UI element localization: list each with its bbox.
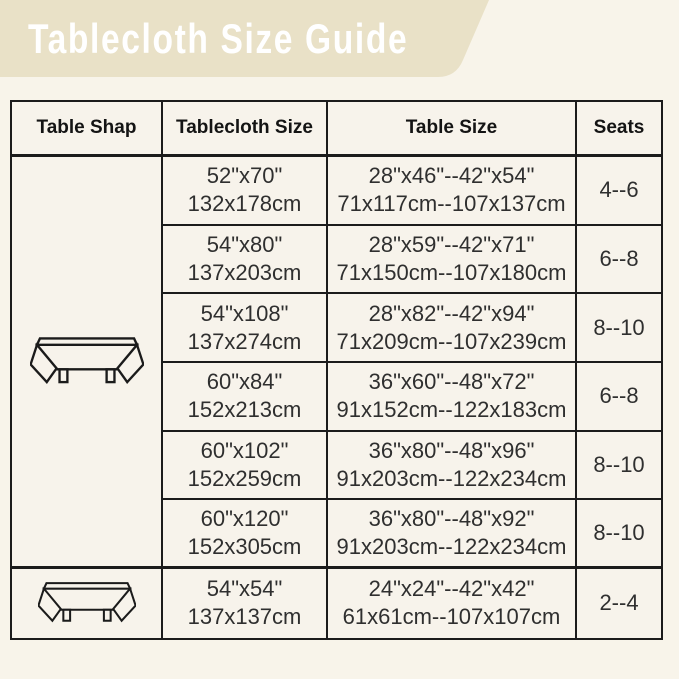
table-row-1-table-size [328,157,577,226]
table-size-cm: 91x203cm--122x234cm [336,465,567,491]
tablecloth-size-inches: 54"x54" [206,576,283,602]
table-size-cm: 91x152cm--122x183cm [336,397,567,423]
table-row-4-tablecloth-size [163,363,328,432]
table-row-1-seats [577,157,661,226]
table-row-6-table-size [328,500,577,569]
seats-count: 6--8 [599,383,639,409]
seats-count: 8--10 [593,520,645,546]
table-row-5-table-size [328,432,577,501]
table-size-inches: 28"x46"--42"x54" [368,163,535,189]
column-header-label: Table Shap [36,117,137,138]
table-row-3-seats [577,294,661,363]
column-header-label: Seats [593,117,645,138]
page-title: Tablecloth Size Guide [28,14,409,62]
seats-count: 8--10 [593,451,645,477]
tablecloth-size-cm: 137x274cm [187,328,302,354]
tablecloth-size-cm: 137x203cm [187,259,302,285]
tablecloth-size-inches: 54"x80" [206,231,283,257]
table-size-inches: 36"x80"--48"x92" [368,506,535,531]
table-row-5-tablecloth-size [163,432,328,501]
table-row-7-table-size [328,569,577,638]
table-row-4-seats [577,363,661,432]
table-size-inches: 36"x80"--48"x96" [368,437,535,463]
tablecloth-size-inches: 52"x70" [206,163,283,189]
tablecloth-size-cm: 152x213cm [187,397,302,423]
table-size-cm: 71x209cm--107x239cm [336,328,567,354]
table-row-3-tablecloth-size [163,294,328,363]
table-size-cm: 61x61cm--107x107cm [342,604,561,630]
table-size-inches: 24"x24"--42"x42" [368,576,535,602]
shape-cell-square-table [12,569,163,638]
seats-count: 6--8 [599,245,639,271]
table-row-6-tablecloth-size [163,500,328,569]
tablecloth-size-inches: 60"x102" [200,437,289,463]
table-size-inches: 28"x82"--42"x94" [368,300,535,326]
size-guide-table [10,100,663,640]
tablecloth-size-inches: 60"x120" [200,506,289,531]
column-header-tablecloth-size [163,102,328,157]
square-tablecloth-icon [38,578,136,628]
rectangle-tablecloth-icon [30,336,144,387]
table-row-2-seats [577,226,661,295]
tablecloth-size-cm: 152x305cm [187,534,302,560]
table-size-cm: 71x117cm--107x137cm [337,191,566,217]
tablecloth-size-cm: 132x178cm [187,191,302,217]
tablecloth-size-inches: 54"x108" [200,300,289,326]
table-row-2-tablecloth-size [163,226,328,295]
table-size-inches: 36"x60"--48"x72" [368,369,535,395]
table-row-6-seats [577,500,661,569]
table-row-3-table-size [328,294,577,363]
seats-count: 8--10 [593,314,645,340]
table-row-4-table-size [328,363,577,432]
table-row-2-table-size [328,226,577,295]
table-size-cm: 71x150cm--107x180cm [336,259,567,285]
column-header-label: Tablecloth Size [176,117,313,138]
table-row-7-seats [577,569,661,638]
table-size-inches: 28"x59"--42"x71" [368,231,535,257]
tablecloth-size-inches: 60"x84" [206,369,283,395]
table-row-1-tablecloth-size [163,157,328,226]
column-header-seats [577,102,661,157]
table-size-cm: 91x203cm--122x234cm [336,534,567,560]
shape-cell-rectangle-table [12,157,163,569]
seats-count: 2--4 [599,590,639,616]
title-banner [0,0,500,78]
seats-count: 4--6 [599,177,639,203]
table-row-7-tablecloth-size [163,569,328,638]
column-header-table-size [328,102,577,157]
tablecloth-size-cm: 137x137cm [187,604,302,630]
tablecloth-size-cm: 152x259cm [187,465,302,491]
column-header-label: Table Size [405,117,498,138]
column-header-table-shape [12,102,163,157]
table-row-5-seats [577,432,661,501]
